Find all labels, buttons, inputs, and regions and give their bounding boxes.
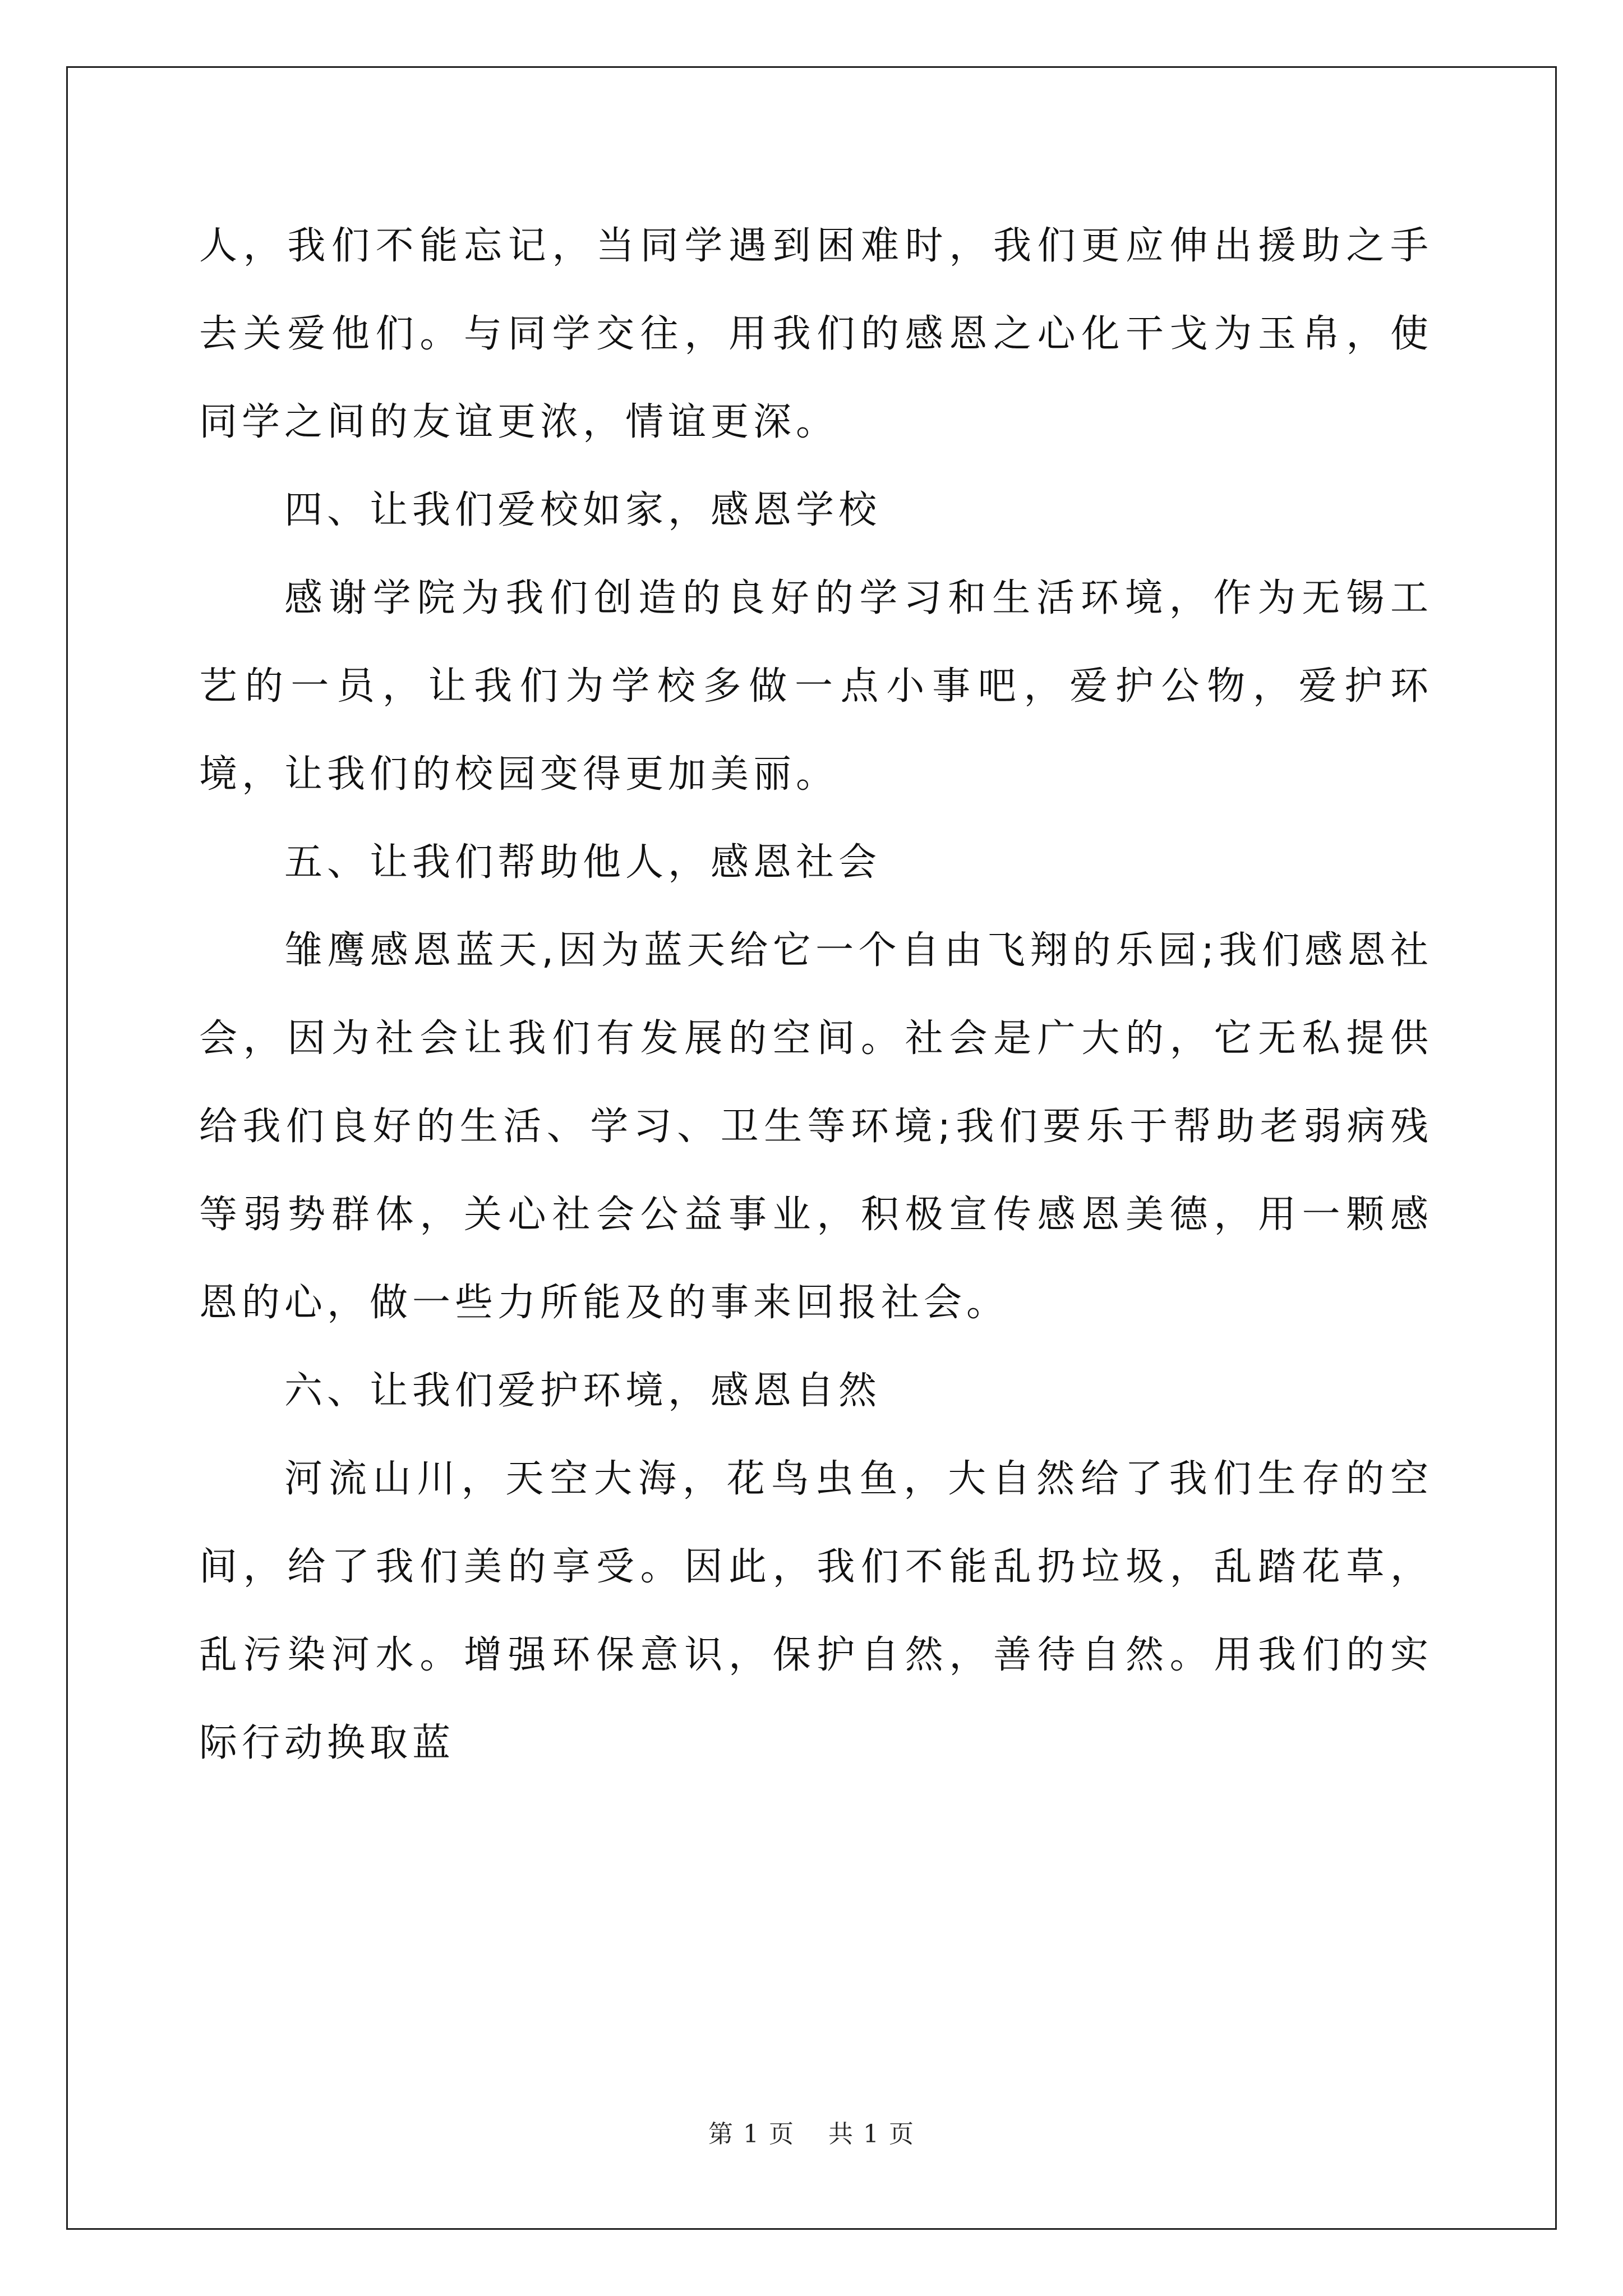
- heading-section-4: 四、让我们爱校如家，感恩学校: [284, 488, 882, 532]
- paragraph-continuation: 人，我们不能忘记，当同学遇到困难时，我们更应伸出援助之手去关爱他们。与同学交往，用我们的感恩之心化干戈为玉帛，使同学之间的友谊更浓，情谊更深。: [199, 224, 1433, 444]
- paragraph-society: 雏鹰感恩蓝天,因为蓝天给它一个自由飞翔的乐园;我们感恩社会，因为社会让我们有发展的空间。社会是广大的，它无私提供给我们良好的生活、学习、卫生等环境;我们要乐于帮助老弱病残等弱势群体，关心社会公益事业，积极宣传感恩美德，用一颗感恩的心，做一些力所能及的事来回报社会。: [199, 928, 1433, 1325]
- page-total: 共 1 页: [828, 2120, 915, 2148]
- heading-section-5: 五、让我们帮助他人，感恩社会: [284, 840, 882, 885]
- paragraph-nature: 河流山川，天空大海，花鸟虫鱼，大自然给了我们生存的空间，给了我们美的享受。因此，我们不能乱扔垃圾，乱踏花草，乱污染河水。增强环保意识，保护自然，善待自然。用我们的实际行动换取蓝: [199, 1457, 1433, 1765]
- paragraph-school: 感谢学院为我们创造的良好的学习和生活环境，作为无锡工艺的一员，让我们为学校多做一点小事吧，爱护公物，爱护环境，让我们的校园变得更加美丽。: [199, 576, 1433, 797]
- page-number: 第 1 页: [708, 2120, 795, 2148]
- page-footer: [0, 2114, 1623, 2150]
- document-body: [199, 202, 1433, 1787]
- heading-section-6: 六、让我们爱护环境，感恩自然: [284, 1369, 882, 1413]
